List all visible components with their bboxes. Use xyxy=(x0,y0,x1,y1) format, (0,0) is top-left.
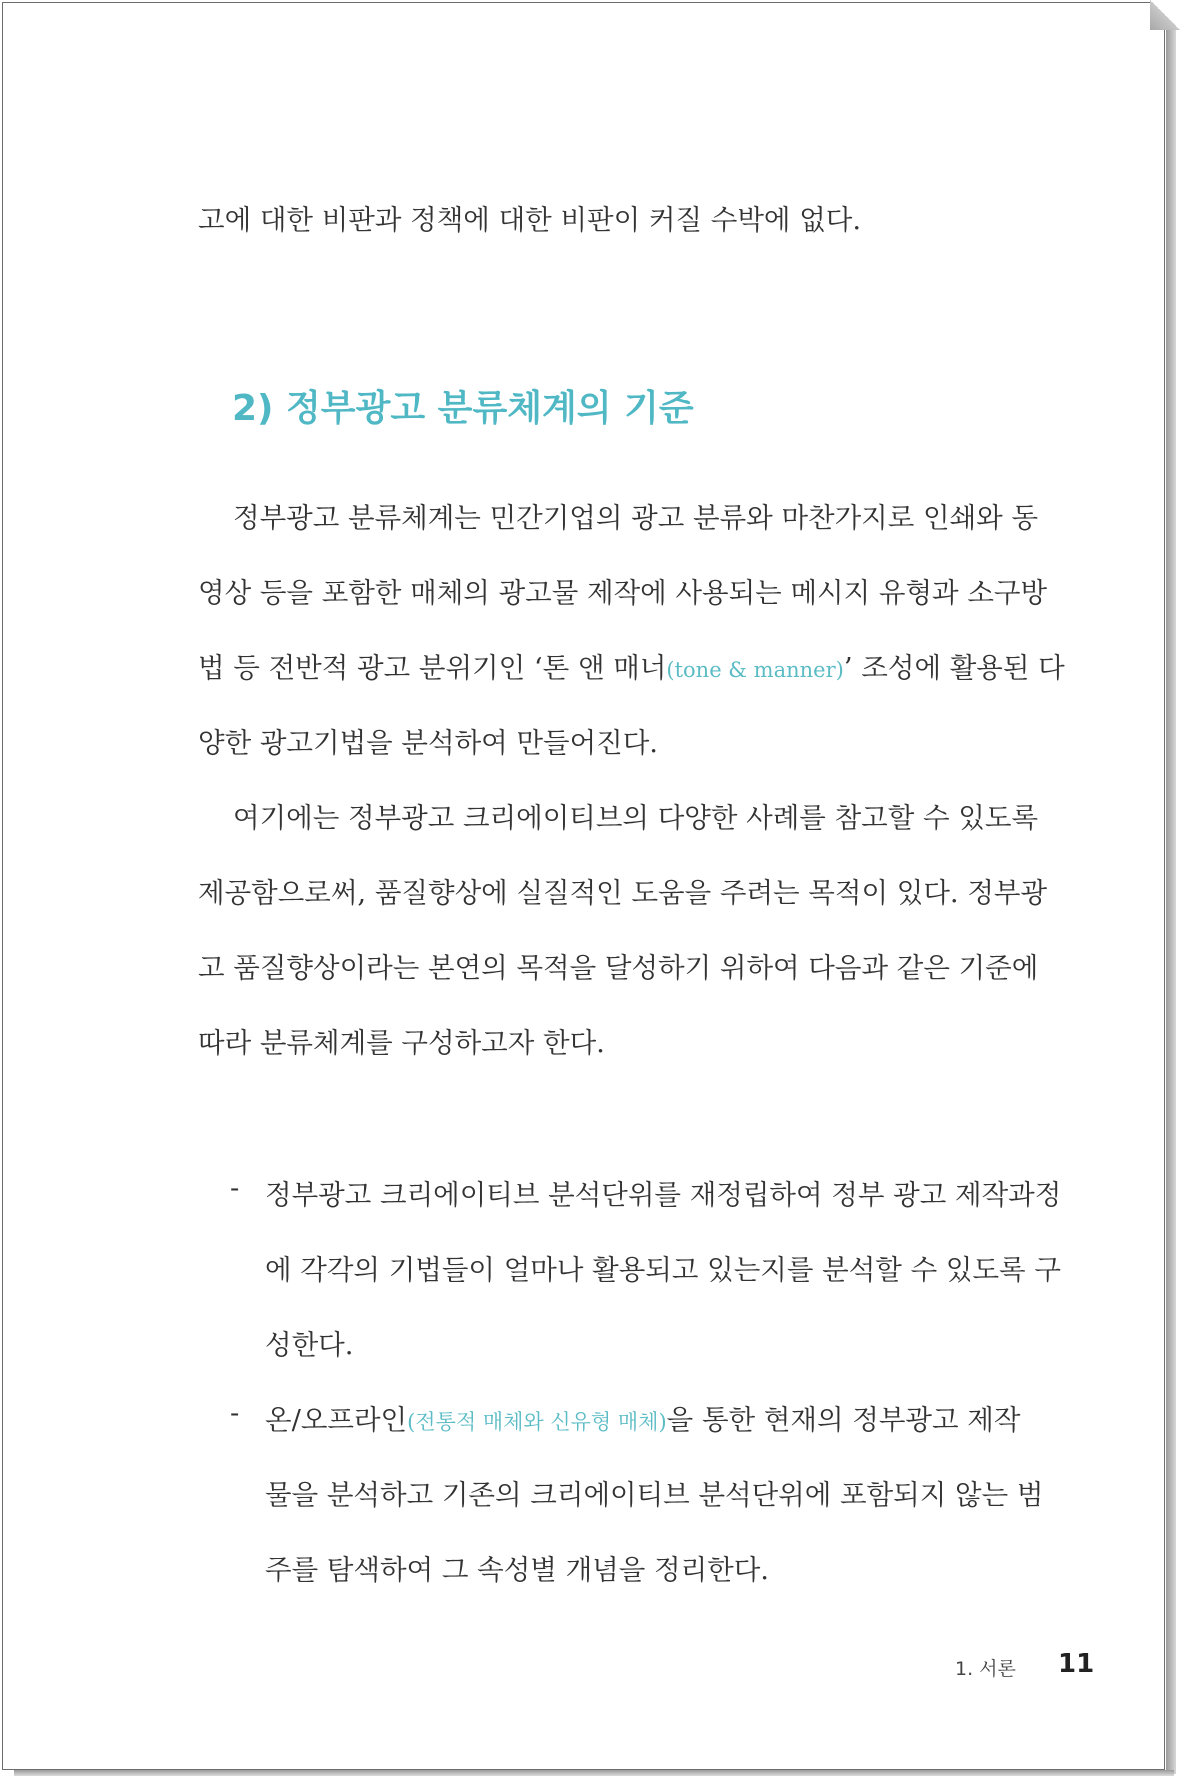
bullet-2-line-1-tail: 을 통한 현재의 정부광고 제작 xyxy=(666,1404,1021,1436)
bullet-2-line-3: 주를 탐색하여 그 속성별 개념을 정리한다. xyxy=(265,1554,770,1586)
paragraph-1-line-3-text: 법 등 전반적 광고 분위기인 ‘톤 앤 매너 xyxy=(198,652,667,684)
page-number: 11 xyxy=(1058,1649,1095,1679)
paragraph-1-line-3-tail: ’ 조성에 활용된 다 xyxy=(843,652,1065,684)
bullet-2-line-1 xyxy=(265,1397,1021,1437)
paragraph-2-line-1: 여기에는 정부광고 크리에이티브의 다양한 사례를 참고할 수 있도록 xyxy=(233,802,1039,834)
bullet-2-line-1-text: 온/오프라인 xyxy=(265,1404,408,1436)
page-corner-fold xyxy=(1150,0,1180,30)
bullet-1-dash: - xyxy=(230,1172,240,1204)
paragraph-2-line-3: 고 품질향상이라는 본연의 목적을 달성하기 위하여 다음과 같은 기준에 xyxy=(198,952,1039,984)
paragraph-2-line-4: 따라 분류체계를 구성하고자 한다. xyxy=(198,1027,605,1059)
page-shadow-bottom xyxy=(14,1770,1174,1776)
footer-chapter-title: 1. 서론 xyxy=(955,1658,1016,1680)
paragraph-1-line-2: 영상 등을 포함한 매체의 광고물 제작에 사용되는 메시지 유형과 소구방 xyxy=(198,577,1048,609)
paragraph-1-line-1: 정부광고 분류체계는 민간기업의 광고 분류와 마찬가지로 인쇄와 동 xyxy=(233,502,1039,534)
bullet-1-line-1: 정부광고 크리에이티브 분석단위를 재정립하여 정부 광고 제작과정 xyxy=(265,1179,1062,1211)
continuation-line: 고에 대한 비판과 정책에 대한 비판이 커질 수박에 없다. xyxy=(198,204,862,236)
media-type-note: (전통적 매체와 신유형 매체) xyxy=(407,1410,667,1434)
page-shadow-right xyxy=(1166,14,1176,1774)
tone-and-manner-note: (tone & manner) xyxy=(666,658,844,682)
bullet-1-line-2: 에 각각의 기법들이 얼마나 활용되고 있는지를 분석할 수 있도록 구 xyxy=(265,1254,1061,1286)
bullet-2-dash: - xyxy=(230,1397,240,1429)
paragraph-2-line-2: 제공함으로써, 품질향상에 실질적인 도움을 주려는 목적이 있다. 정부광 xyxy=(198,877,1048,909)
bullet-1-line-3: 성한다. xyxy=(265,1329,354,1361)
paragraph-1-line-4: 양한 광고기법을 분석하여 만들어진다. xyxy=(198,727,659,759)
bullet-2-line-2: 물을 분석하고 기존의 크리에이티브 분석단위에 포함되지 않는 범 xyxy=(265,1479,1044,1511)
paragraph-1-line-3 xyxy=(198,645,1065,685)
section-heading: 2) 정부광고 분류체계의 기준 xyxy=(232,388,694,429)
